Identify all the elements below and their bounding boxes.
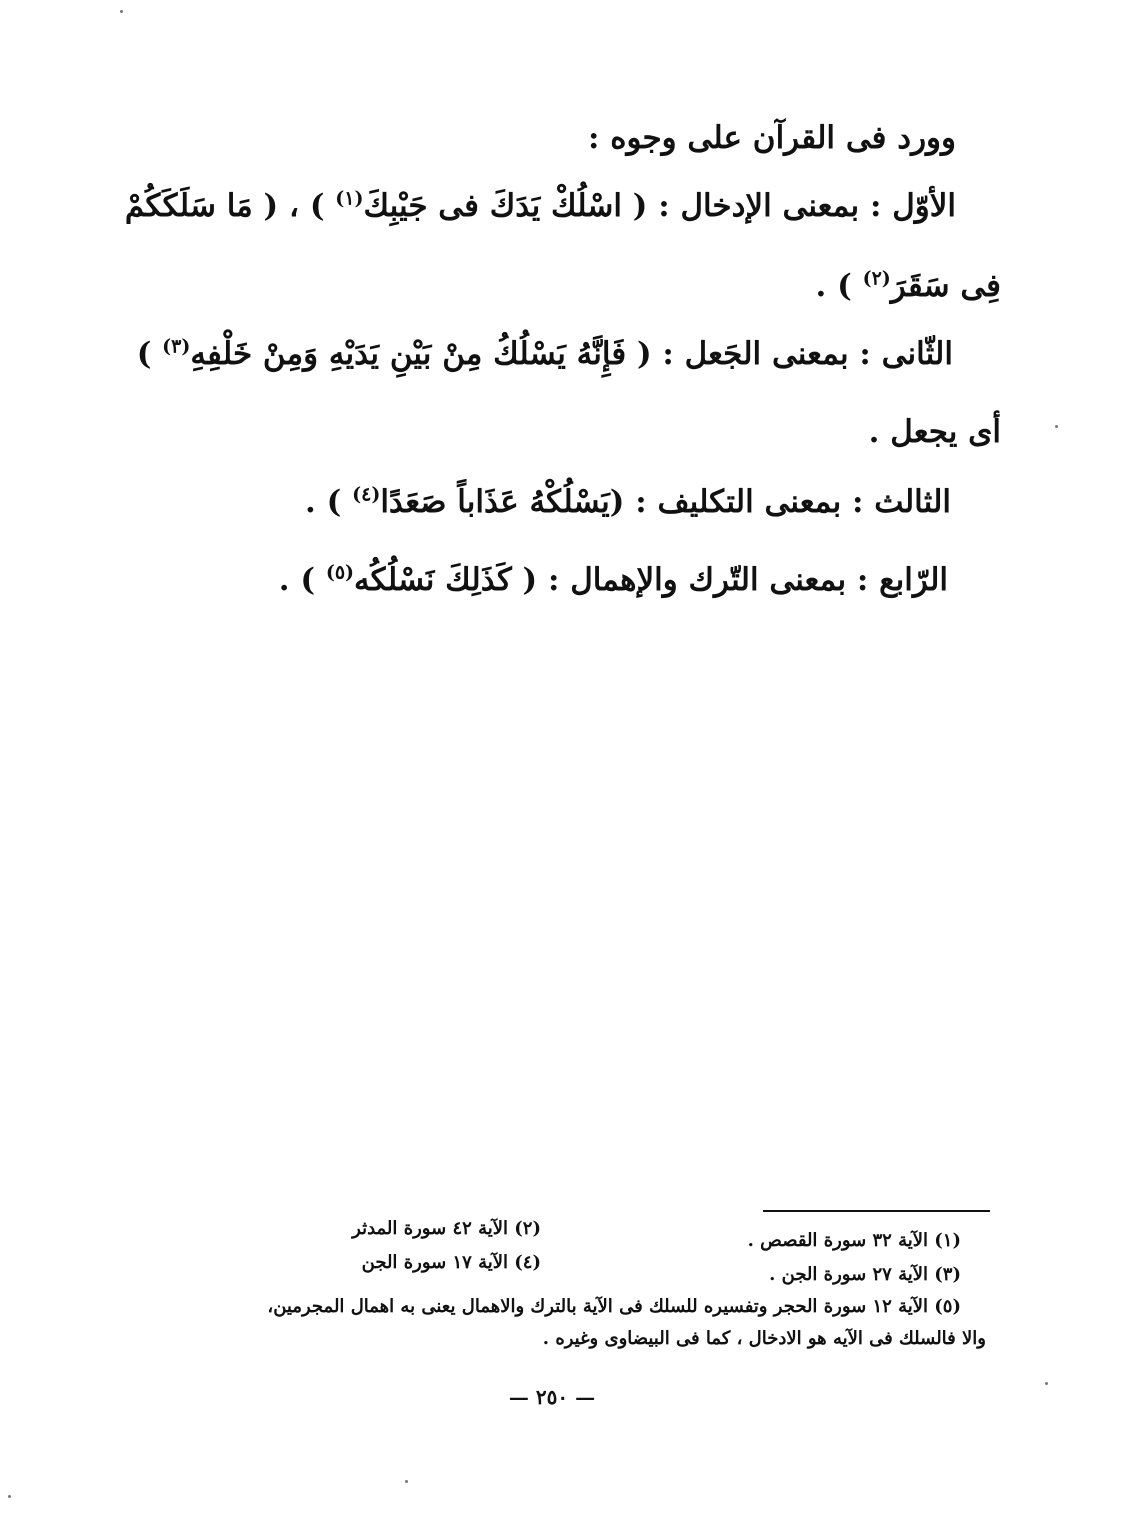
first-meaning-second-verse: ( مَا سَلَكَكُمْ (124, 188, 279, 224)
scan-speck (1045, 1382, 1048, 1385)
first-meaning-continuation-punct: ) . (815, 268, 852, 304)
footnote-5-continuation (543, 1326, 986, 1352)
first-meaning-continuation-text: فِى سَقَرَ (890, 268, 1001, 304)
intro-line (588, 116, 956, 160)
footnote-5-continuation-text: والا فالسلك فى الآيه هو الادخال ، كما فى البيضاوى وغيره . (542, 1328, 986, 1349)
note-ref-2: (٢) (862, 267, 891, 290)
first-meaning-text: الأوّل : بمعنى الإدخال : ( اسْلُكْ يَدَكَ فى جَيْبِكَ (363, 188, 956, 224)
second-meaning-continuation-text: أى يجعل . (868, 414, 1001, 450)
footnote-1 (748, 1228, 961, 1254)
second-meaning-text: الثّانى : بمعنى الجَعل : ( فَإِنَّهُ يَسْلُكُ مِنْ بَيْنِ يَدَيْهِ وَمِنْ خَلْفِهِ (190, 336, 953, 372)
scan-speck (1055, 425, 1058, 428)
intro-text: وورد فى القرآن على وجوه : (588, 120, 956, 156)
scan-speck (120, 10, 123, 13)
second-meaning-line (137, 332, 953, 376)
footnote-3 (769, 1262, 961, 1288)
scan-speck (8, 1495, 11, 1498)
footnote-2-text: (٢) الآية ٤٢ سورة المدثر (352, 1218, 541, 1239)
third-meaning-text: الثالث : بمعنى التكليف : (يَسْلُكْهُ عَذَاباً صَعَدًا (380, 484, 951, 520)
first-meaning-line (125, 184, 956, 228)
scan-speck (405, 1480, 408, 1483)
fourth-meaning-text: الرّابع : بمعنى التّرك والإهمال : ( كَذَلِكَ نَسْلُكُه (354, 562, 948, 598)
first-meaning-continuation (816, 264, 1002, 308)
third-meaning-punct: ) . (305, 484, 342, 520)
first-meaning-punct: ) ، (289, 188, 325, 224)
footnote-5-text: (٥) الآية ١٢ سورة الحجر وتفسيره للسلك فى الآية بالترك والاهمال يعنى به اهمال المجرمين، (267, 1296, 961, 1317)
note-ref-4: (٤) (352, 483, 381, 506)
note-ref-3: (٣) (162, 335, 191, 358)
page-number: — ٢٥٠ — (508, 1385, 596, 1409)
note-ref-1: (١) (335, 187, 364, 210)
footnote-3-text: (٣) الآية ٢٧ سورة الجن . (769, 1264, 961, 1285)
footnote-4-text: (٤) الآية ١٧ سورة الجن (361, 1252, 541, 1273)
footnote-2 (352, 1216, 541, 1242)
fourth-meaning-line (279, 558, 948, 602)
second-meaning-continuation (869, 410, 1001, 454)
second-meaning-punct: ) (136, 336, 152, 372)
footnote-5 (267, 1294, 961, 1320)
footnote-1-text: (١) الآية ٣٢ سورة القصص . (747, 1230, 961, 1251)
footnote-separator (763, 1210, 990, 1212)
note-ref-5: (٥) (325, 561, 355, 584)
fourth-meaning-punct: ) . (278, 562, 316, 598)
footnote-4 (362, 1250, 541, 1276)
third-meaning-line (305, 480, 951, 524)
